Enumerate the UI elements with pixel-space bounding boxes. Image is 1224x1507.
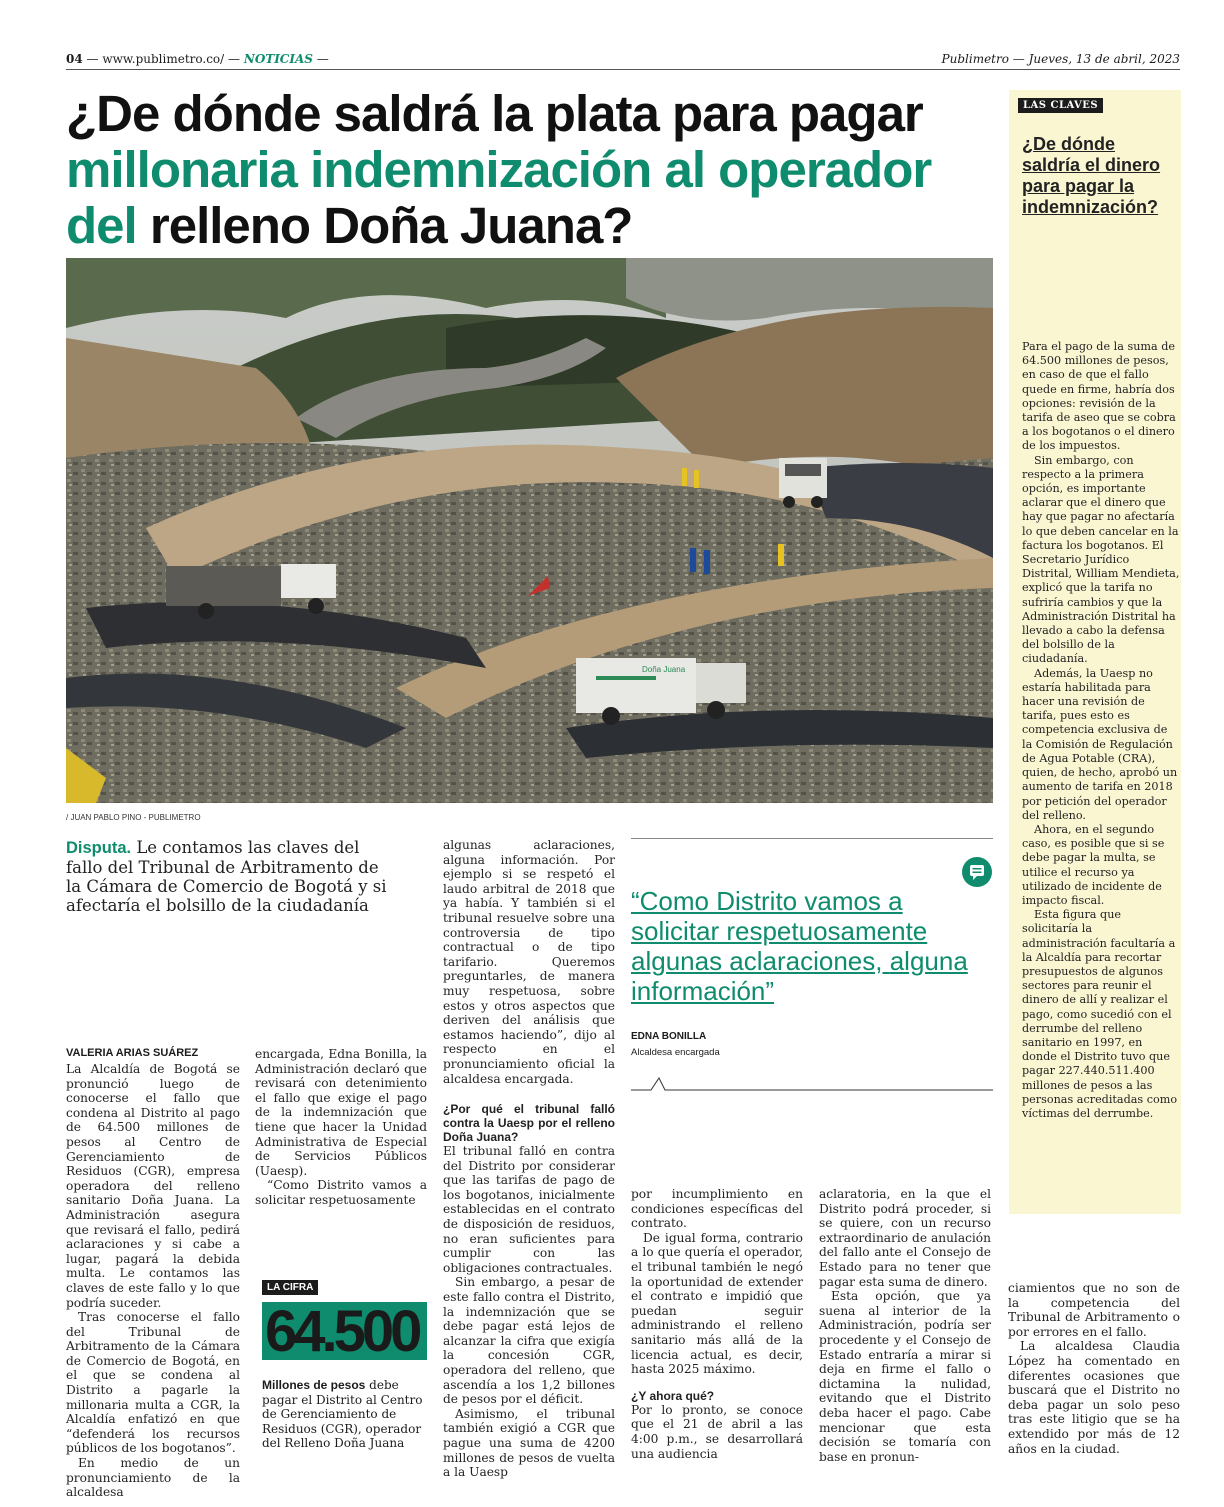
page-number: 04: [66, 52, 83, 66]
deck: [66, 838, 396, 915]
quote-author-role: Alcaldesa encargada: [631, 1047, 720, 1058]
article-column-6: [1008, 1281, 1180, 1456]
quote-author: EDNA BONILLA: [631, 1031, 707, 1042]
article-column-5: [819, 1187, 991, 1464]
quote-text-a: “Como Distrito vamos a solicitar respetuosamente algunas aclaraciones,: [631, 886, 928, 976]
deck-keyword: Disputa.: [66, 839, 132, 857]
sidebar-las-claves: [1009, 90, 1181, 1214]
article-column-4: [631, 1187, 803, 1461]
deck-text: Le contamos las claves del fallo del Tribunal de Arbitramento de la Cámara de Comercio de Bogotá y si afectaría el bolsillo de la ciudadanía: [66, 838, 387, 915]
header-date: Publimetro — Jueves, 13 de abril, 2023: [941, 52, 1180, 66]
paragraph: algunas aclaraciones, alguna información. Por ejemplo si se respetó el laudo arbitral de 2018 que ya había. Y también si el tribunal resuelve sobre una controversia de tipo contractual o de tipo tarifario. Queremos preguntarles, de manera muy respetuosa, sobre estos y otros aspectos que deriven del análisis que estamos haciendo”, dijo al respecto en el pronunciamiento oficial la alcaldesa encargada.: [443, 838, 615, 1086]
byline: VALERIA ARIAS SUÁREZ: [66, 1047, 199, 1059]
site-url[interactable]: www.publimetro.co/: [102, 52, 225, 66]
cifra-description: [262, 1378, 432, 1451]
sidebar-paragraph: Esta figura que solicitaría la administración facultaría a la Alcaldía para recortar presupuestos de algunos sectores para reunir el dinero de allí y realizar el pago, como sucedió con el derrumbe del relleno sanitario en 1997, en donde el Distrito tuvo que pagar 227.440.511.400 millones de pesos a las personas acreditadas como víctimas del derrumbe.: [1022, 908, 1178, 1120]
sidebar-body: [1022, 340, 1180, 1121]
sidebar-paragraph: Además, la Uaesp no estaría habilitada para hacer una revisión de tarifa, pues esto es competencia exclusiva de la Comisión de Regulación de Agua Potable (CRA), quien, de hecho, aprobó un aumento de tarifa en 2018 por petición del operador del relleno.: [1022, 666, 1178, 822]
paragraph: ciamientos que no son de la competencia del Tribunal de Arbitramento o por errores en el fallo.: [1008, 1281, 1180, 1339]
header-left: 04 — www.publimetro.co/ — NOTICIAS —: [66, 52, 329, 66]
pull-quote: [631, 886, 993, 1006]
article-column-2: [255, 1047, 427, 1208]
cifra-tag: LA CIFRA: [262, 1280, 318, 1295]
article-column-1: [66, 1062, 240, 1500]
sidebar-paragraph: Ahora, en el segundo caso, es posible que si se debe pagar la multa, se utilice el recurso ya utilizado de incidente de impacto fiscal.: [1022, 822, 1165, 907]
page-header: [66, 52, 1180, 70]
truck-label: Doña Juana: [642, 665, 686, 674]
paragraph: En medio de un pronunciamiento de la alcaldesa: [66, 1456, 240, 1500]
cifra-desc-bold: Millones de pesos: [262, 1378, 366, 1392]
quote-text-b: alguna información”: [631, 946, 968, 1006]
subheading: ¿Por qué el tribunal falló contra la Uaesp por el relleno Doña Juana?: [443, 1102, 615, 1145]
paragraph: por incumplimiento en condiciones específicas del contrato.: [631, 1187, 803, 1231]
paragraph: Por lo pronto, se conoce que el 21 de abril a las 4:00 p.m., se desarrollará una audiencia: [631, 1402, 803, 1461]
paragraph: Asimismo, el tribunal también exigió a CGR que pague una suma de 4200 millones de pesos de vuelta a la Uaesp: [443, 1406, 615, 1480]
sidebar-paragraph: Sin embargo, con respecto a la primera opción, es importante aclarar que el dinero que hay que pagar no afectaría lo que deben cancelar en la factura los bogotanos. El Secretario Jurídico Distrital, William Mendieta, explicó que la tarifa no sufriría cambios y que la Administración Distrital ha llevado a cabo la defensa del bolsillo de la ciudadanía.: [1022, 453, 1180, 666]
section-name: NOTICIAS: [243, 52, 313, 66]
photo-credit: / JUAN PABLO PINO - PUBLIMETRO: [66, 813, 201, 822]
headline-part-2: millonaria indemnización al operador del: [66, 141, 932, 254]
headline: [66, 86, 1006, 254]
speech-bubble-icon: [962, 857, 992, 887]
paragraph: La alcaldesa Claudia López ha comentado en diferentes ocasiones que buscará que el Distrito no deba pagar un solo peso tras este litigio que se ha extendido por más de 12 años en la ciudad.: [1008, 1339, 1180, 1456]
cifra-desc-text: debe pagar el Distrito al Centro de Gerenciamiento de Residuos (CGR), operador del Relleno Doña Juana: [262, 1378, 423, 1450]
subheading: ¿Y ahora qué?: [631, 1388, 715, 1403]
paragraph: encargada, Edna Bonilla, la Administración declaró que revisará con detenimiento el fallo que exige el pago de la indemnización que tiene que hacer la Unidad Administrativa de Especial de Servicios Públicos (Uaesp).: [255, 1047, 427, 1178]
paragraph: “Como Distrito vamos a solicitar respetuosamente: [255, 1178, 427, 1207]
article-column-3: [443, 838, 615, 1480]
paragraph: El tribunal falló en contra del Distrito por considerar que las tarifas de pago de los bogotanos, inicialmente establecidas en el contrato de disposición de residuos, no eran suficientes para cumplir con las obligaciones contractuales.: [443, 1144, 615, 1275]
headline-part-1: ¿De dónde saldrá la plata para pagar: [66, 85, 923, 142]
paragraph: La Alcaldía de Bogotá se pronunció luego de conocerse el fallo que condena al Distrito al pago de 64.500 millones de pesos al Centro de Gerenciamiento de Residuos (CGR), empresa operadora del relleno sanitario Doña Juana. La Administración asegura que revisará el fallo, pedirá aclaraciones y si cabe a lugar, pagará la debida multa. Le contamos las claves de este fallo y lo que podría suceder.: [66, 1062, 240, 1310]
landfill-photo: [66, 258, 993, 803]
sidebar-paragraph: Para el pago de la suma de 64.500 millones de pesos, en caso de que el fallo quede en firme, habría dos opciones: revisión de la tarifa de aseo que se cobra a los bogotanos o el dinero de los impuestos.: [1022, 340, 1176, 453]
quote-tail-line: [631, 1076, 993, 1092]
paragraph: Esta opción, que ya suena al interior de la Administración, podría ser procedente y el Consejo de Estado entraría a mirar si deja en firme el fallo o dictamina la nulidad, evitando que el Distrito deba hacer el pago. Cabe mencionar que esta decisión se tomaría con base en pronun-: [819, 1289, 991, 1464]
paragraph: Tras conocerse el fallo del Tribunal de Arbitramento de la Cámara de Comercio de Bogotá, en el que se condena al Distrito a pagarle la millonaria multa a CGR, la Alcaldía enfatizó en que “defenderá los recursos públicos de los bogotanos”.: [66, 1310, 240, 1456]
quote-rule: [631, 838, 993, 839]
cifra-number-box: [262, 1299, 427, 1364]
sidebar-title: ¿De dónde saldría el dinero para pagar la indemnización?: [1022, 134, 1161, 217]
paragraph: Sin embargo, a pesar de este fallo contra el Distrito, la indemnización que se debe pagar está lejos de alcanzar la cifra que exigía la concesión CGR, operadora del relleno, que ascendía a los 1,2 billones de pesos por el déficit.: [443, 1275, 615, 1407]
headline-part-3: relleno Doña Juana?: [136, 197, 633, 254]
paragraph: De igual forma, contrario a lo que quería el operador, el tribunal también le negó la oportunidad de extender el contrato e impidió que puedan seguir administrando el relleno sanitario más allá de la licencia actual, es decir, hasta 2025 máximo.: [631, 1230, 803, 1377]
paragraph: aclaratoria, en la que el Distrito podrá proceder, si se quiere, con un recurso extraordinario de anulación del fallo ante el Consejo de Estado para no tener que pagar esta suma de dinero.: [819, 1187, 991, 1289]
cifra-number: 64.500: [265, 1299, 419, 1364]
sidebar-tag: LAS CLAVES: [1018, 98, 1103, 113]
